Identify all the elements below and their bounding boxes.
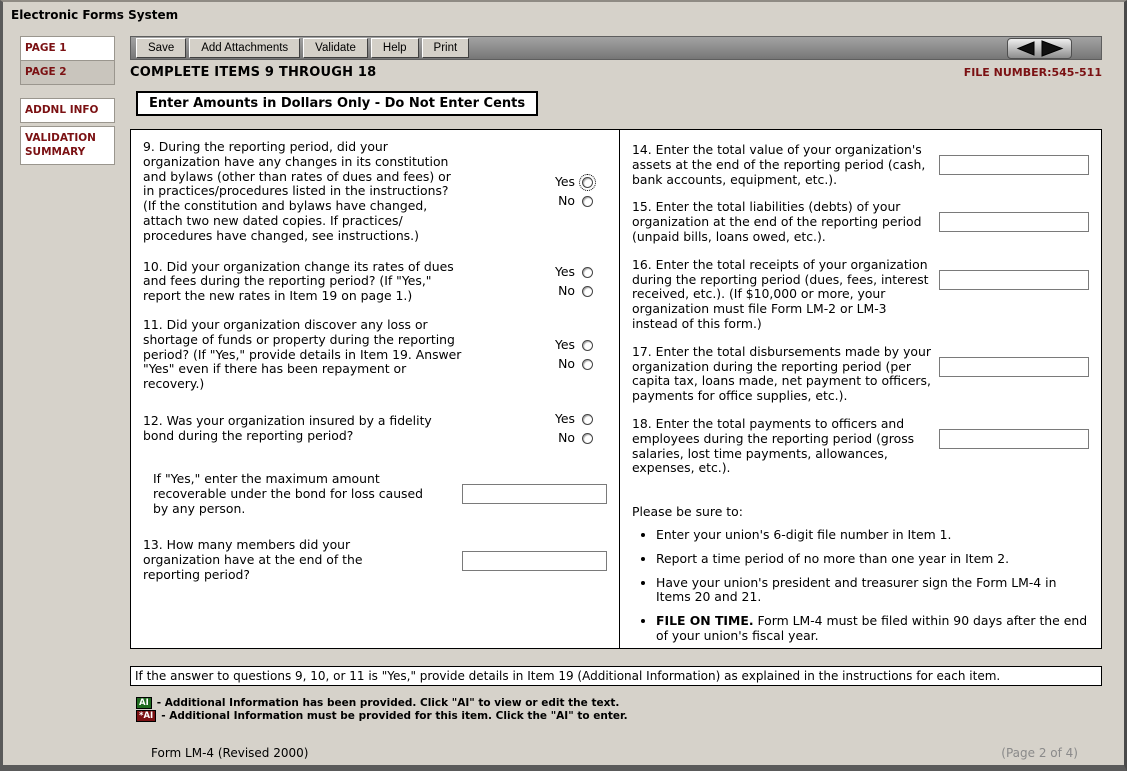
ai-provided-text: - Additional Information has been provided. Click "AI" to view or edit the text.	[156, 696, 620, 709]
q10-yes-radio[interactable]	[582, 267, 593, 278]
page-indicator: (Page 2 of 4)	[1001, 746, 1078, 760]
footer	[130, 746, 1102, 760]
bond-amount-input[interactable]	[462, 484, 607, 504]
receipts-input[interactable]	[939, 270, 1089, 290]
q11-yes-radio[interactable]	[582, 340, 593, 351]
page-navigation	[1007, 38, 1072, 59]
validate-button[interactable]: Validate	[303, 38, 368, 58]
question-16	[632, 258, 1089, 332]
question-12-text: 12. Was your organization insured by a fidelity bond during the reporting period?	[143, 413, 432, 443]
question-12-options	[531, 410, 593, 448]
q12-no-radio[interactable]	[582, 433, 593, 444]
reminders	[632, 505, 1089, 644]
question-11	[143, 318, 607, 392]
form-name: Form LM-4 (Revised 2000)	[151, 746, 309, 760]
reminders-intro: Please be sure to:	[632, 504, 743, 520]
app-title: Electronic Forms System	[11, 8, 179, 22]
q12-yes-label: Yes	[554, 411, 575, 427]
question-17	[632, 345, 1089, 404]
question-13	[143, 538, 607, 582]
ai-required-text: - Additional Information must be provided for this item. Click the "AI" to enter.	[161, 709, 628, 722]
sidebar-item-validation-summary[interactable]: VALIDATION SUMMARY	[20, 126, 115, 164]
legend-ai-provided	[136, 697, 1102, 708]
q9-yes-radio[interactable]	[582, 177, 593, 188]
q10-no-radio[interactable]	[582, 286, 593, 297]
toolbar	[130, 36, 1102, 60]
add-attachments-button[interactable]: Add Attachments	[189, 38, 300, 58]
page-title: COMPLETE ITEMS 9 THROUGH 18	[130, 65, 377, 80]
reminder-item: • Enter your union's 6-digit file number in Item 1.	[656, 528, 1089, 543]
question-12	[143, 410, 607, 448]
sidebar-item-addnl-info[interactable]: ADDNL INFO	[20, 98, 115, 123]
form-left-column	[131, 130, 620, 648]
disbursements-input[interactable]	[939, 357, 1089, 377]
previous-page-arrow-icon[interactable]	[1013, 40, 1037, 57]
form-right-column	[620, 130, 1101, 648]
file-number: FILE NUMBER:545-511	[963, 66, 1102, 79]
q12-no-label: No	[558, 430, 575, 446]
question-12a	[143, 472, 607, 516]
q9-yes-label: Yes	[554, 173, 575, 189]
q11-no-radio[interactable]	[582, 359, 593, 370]
sidebar	[20, 36, 115, 165]
question-12a-text: If "Yes," enter the maximum amount recoverable under the bond for loss caused by any person.	[153, 470, 424, 516]
form-panel	[130, 129, 1102, 649]
question-11-text: 11. Did your organization discover any loss or shortage of funds or property during the reporting period? (If "Yes," provide details in Item 19. Answer "Yes" even if there has been repayment or recovery.)	[143, 316, 462, 392]
ai-provided-badge-icon[interactable]: AI	[136, 697, 152, 709]
question-16-text: 16. Enter the total receipts of your organization during the reporting period (dues, fees, interest received, etc.). (If $10,000 or more, your organization must file Form LM-2 or LM-3 instead of this form.)	[632, 256, 929, 331]
q10-no-label: No	[558, 282, 575, 298]
sidebar-item-page-1[interactable]: PAGE 1	[20, 36, 115, 61]
ai-legend	[136, 697, 1102, 721]
question-15	[632, 200, 1089, 244]
question-18-text: 18. Enter the total payments to officers and employees during the reporting period (gross salaries, lost time payments, allowances, expenses, etc.).	[632, 415, 915, 476]
amounts-banner: Enter Amounts in Dollars Only - Do Not Enter Cents	[136, 91, 538, 116]
q9-no-radio[interactable]	[582, 196, 593, 207]
question-10-text: 10. Did your organization change its rates of dues and fees during the reporting period? (If "Yes," report the new rates in Item 19 on page 1.)	[143, 258, 454, 304]
question-9-text: 9. During the reporting period, did your organization have any changes in its constitution and bylaws (other than rates of dues and fees) or in practices/procedures listed in the instructions? (If the constitution and bylaws have changed, attach two new dated copies. If practices/ procedures have changed, see instructions.)	[143, 139, 451, 243]
q11-yes-label: Yes	[554, 337, 575, 353]
q12-yes-radio[interactable]	[582, 414, 593, 425]
question-14	[632, 143, 1089, 187]
sidebar-item-page-2[interactable]: PAGE 2	[20, 61, 115, 85]
ai-required-badge-icon[interactable]: *AI	[136, 710, 156, 722]
payments-input[interactable]	[939, 429, 1089, 449]
q10-yes-label: Yes	[554, 263, 575, 279]
legend-ai-required	[136, 710, 1102, 721]
question-17-text: 17. Enter the total disbursements made by your organization during the reporting period (per capita tax, loans made, net payment to officers, payments for office supplies, etc.).	[632, 343, 931, 404]
question-15-text: 15. Enter the total liabilities (debts) of your organization at the end of the reporting period (unpaid bills, loans owed, etc.).	[632, 199, 922, 244]
next-page-arrow-icon[interactable]	[1038, 39, 1066, 58]
main-panel	[130, 36, 1102, 760]
liabilities-input[interactable]	[939, 212, 1089, 232]
question-10-options	[531, 263, 593, 301]
page-header	[130, 65, 1102, 80]
reminder-item: • Have your union's president and treasurer sign the Form LM-4 in Items 20 and 21.	[656, 576, 1089, 606]
question-9	[143, 140, 607, 244]
print-button[interactable]: Print	[422, 38, 470, 58]
additional-info-note: If the answer to questions 9, 10, or 11 is "Yes," provide details in Item 19 (Additional Information) as explained in the instructions for each item.	[130, 666, 1102, 686]
question-9-options	[531, 173, 593, 211]
reminder-item: • Report a time period of no more than one year in Item 2.	[656, 552, 1089, 567]
q9-no-label: No	[558, 192, 575, 208]
question-13-text: 13. How many members did your organization have at the end of the reporting period?	[143, 537, 363, 582]
help-button[interactable]: Help	[371, 38, 419, 58]
reminder-item-file-on-time: • FILE ON TIME. Form LM-4 must be filed within 90 days after the end of your union's fiscal year.	[656, 614, 1089, 644]
question-14-text: 14. Enter the total value of your organization's assets at the end of the reporting period (cash, bank accounts, equipment, etc.).	[632, 142, 926, 187]
q11-no-label: No	[558, 356, 575, 372]
members-count-input[interactable]	[462, 551, 607, 571]
question-11-options	[531, 336, 593, 374]
assets-input[interactable]	[939, 155, 1089, 175]
question-18	[632, 417, 1089, 476]
save-button[interactable]: Save	[136, 38, 186, 58]
question-10	[143, 260, 607, 304]
